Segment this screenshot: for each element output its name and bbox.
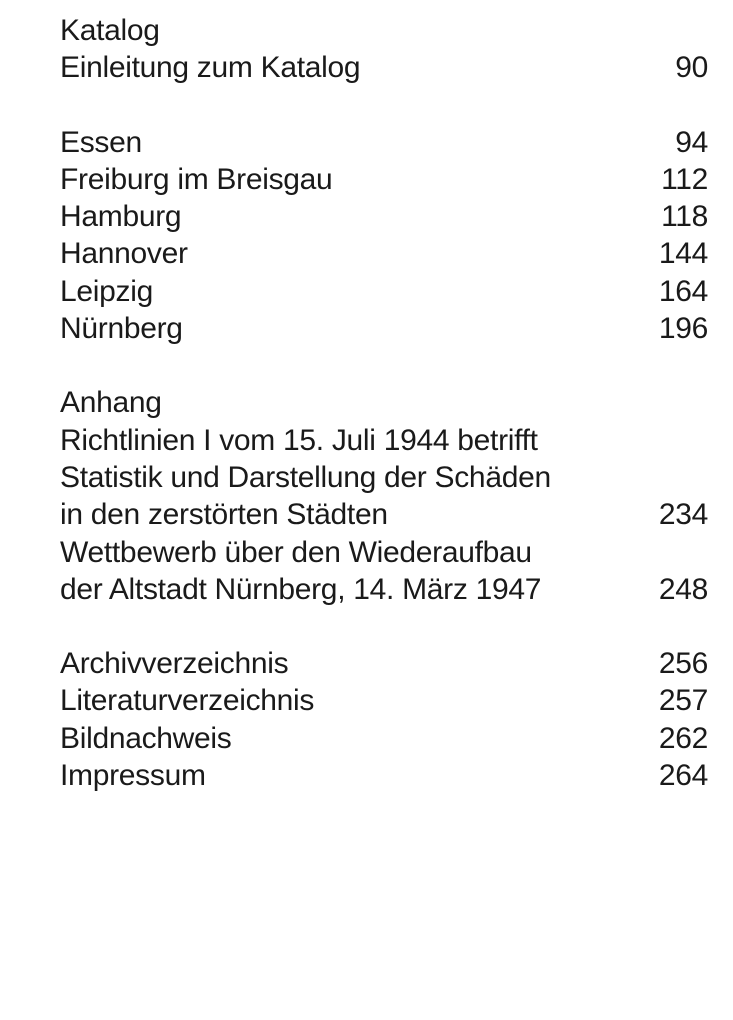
toc-entry: [60, 496, 708, 533]
toc-entry: [60, 422, 708, 459]
toc-page-number: 264: [658, 759, 708, 793]
toc-section-back-matter: [60, 645, 708, 794]
toc-entry: [60, 645, 708, 682]
toc-page-number: 94: [675, 125, 708, 159]
toc-entry-title: Literaturverzeichnis: [60, 684, 315, 718]
toc-heading: [60, 12, 708, 49]
toc-entry-title: in den zerstörten Städten: [60, 498, 388, 532]
toc-entry: [60, 273, 708, 310]
toc-entry-title: Impressum: [60, 759, 206, 793]
toc-entry: [60, 161, 708, 198]
toc-page-number: 118: [661, 200, 708, 234]
toc-page-number: 164: [658, 274, 708, 308]
toc-entry-title: Richtlinien I vom 15. Juli 1944 betrifft: [60, 423, 538, 457]
toc-page-number: 196: [658, 312, 708, 346]
toc-page-number: 257: [658, 684, 708, 718]
toc-entry: [60, 310, 708, 347]
toc-page-number: 234: [658, 498, 708, 532]
toc-entry-title: Anhang: [60, 386, 162, 420]
toc-entry: [60, 571, 708, 608]
toc-entry-title: Leipzig: [60, 274, 153, 308]
toc-heading: [60, 384, 708, 421]
toc-entry-title: Freiburg im Breisgau: [60, 162, 333, 196]
toc-entry: [60, 459, 708, 496]
toc-entry-title: Einleitung zum Katalog: [60, 51, 361, 85]
toc-entry: [60, 198, 708, 235]
toc-entry-title: Wettbewerb über den Wiederaufbau: [60, 535, 532, 569]
toc-section-cities: [60, 124, 708, 348]
toc-page-number: 262: [658, 721, 708, 755]
toc-page-number: 112: [661, 162, 708, 196]
toc-entry-title: Hannover: [60, 237, 188, 271]
toc-entry: [60, 124, 708, 161]
toc-entry-title: Nürnberg: [60, 312, 183, 346]
toc-page-number: 144: [658, 237, 708, 271]
toc-section-katalog: [60, 12, 708, 87]
toc-entry: [60, 49, 708, 86]
toc-entry: [60, 720, 708, 757]
toc-entry-title: Archivverzeichnis: [60, 647, 289, 681]
table-of-contents: [60, 12, 708, 831]
toc-entry-title: Hamburg: [60, 200, 182, 234]
toc-entry-title: Bildnachweis: [60, 721, 232, 755]
toc-page-number: 256: [658, 647, 708, 681]
toc-section-anhang: [60, 384, 708, 608]
toc-entry-title: der Altstadt Nürnberg, 14. März 1947: [60, 572, 542, 606]
toc-entry: [60, 235, 708, 272]
toc-page-number: 248: [658, 572, 708, 606]
toc-entry: [60, 757, 708, 794]
toc-entry: [60, 682, 708, 719]
toc-entry-title: Essen: [60, 125, 142, 159]
toc-entry-title: Katalog: [60, 14, 160, 47]
toc-entry: [60, 534, 708, 571]
toc-page-number: 90: [675, 51, 708, 85]
toc-entry-title: Statistik und Darstellung der Schäden: [60, 460, 551, 494]
